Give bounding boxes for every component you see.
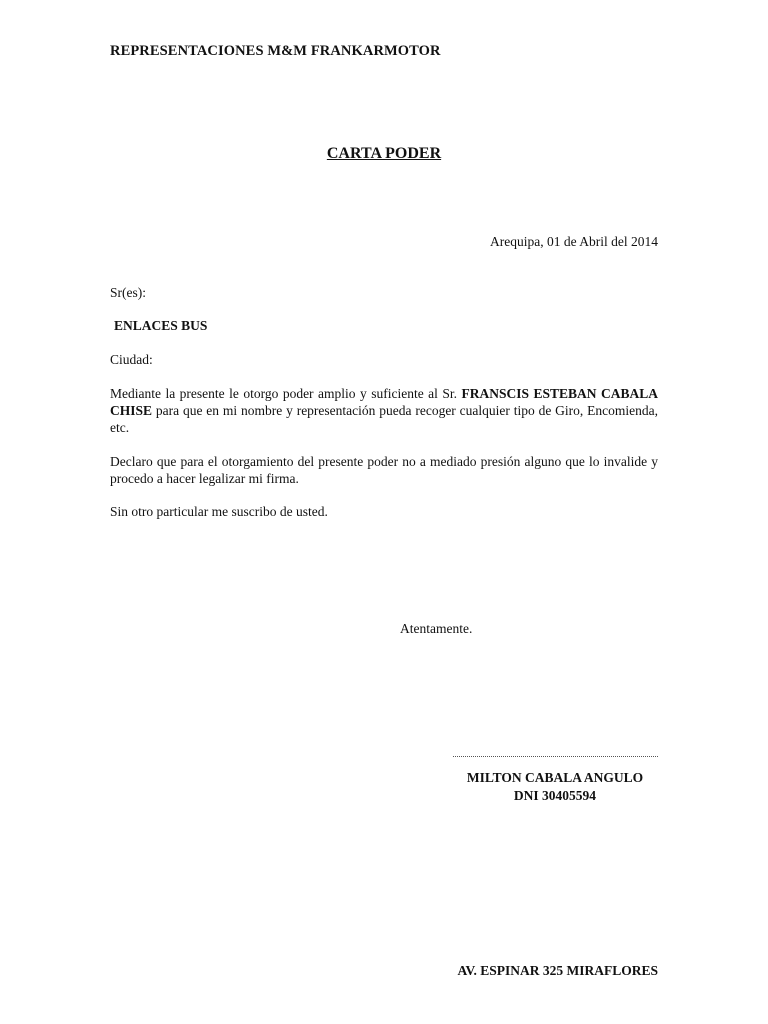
signature-block [444, 769, 666, 805]
recipient-name: ENLACES BUS [114, 318, 208, 333]
footer-address: AV. ESPINAR 325 MIRAFLORES [457, 963, 658, 978]
paragraph-grant-power-intro: Mediante la presente le otorgo poder amplio y suficiente al Sr. [110, 386, 462, 401]
attorney-name: FRANSCIS ESTEBAN CABALA CHISE [110, 386, 659, 418]
salutation: Sr(es): [110, 285, 146, 300]
paragraph-grant-power [110, 385, 658, 436]
company-name: REPRESENTACIONES M&M FRANKARMOTOR [110, 43, 441, 59]
closing-salutation: Atentamente. [400, 621, 473, 636]
city-label: Ciudad: [110, 352, 153, 367]
document-title: CARTA PODER [326, 145, 442, 162]
signer-id: DNI 30405594 [513, 788, 597, 803]
signer-name: MILTON CABALA ANGULO [466, 770, 644, 785]
paragraph-grant-power-purpose: para que en mi nombre y representación pueda recoger cualquier tipo de Giro, Encomienda, etc. [110, 403, 658, 435]
letter-date: Arequipa, 01 de Abril del 2014 [490, 234, 658, 249]
signature-line [453, 756, 658, 757]
paragraph-declaration: Declaro que para el otorgamiento del presente poder no a mediado presión alguno que lo invalide y procedo a hacer legalizar mi firma. [110, 454, 658, 486]
paragraph-closing-remark: Sin otro particular me suscribo de usted. [110, 504, 328, 519]
